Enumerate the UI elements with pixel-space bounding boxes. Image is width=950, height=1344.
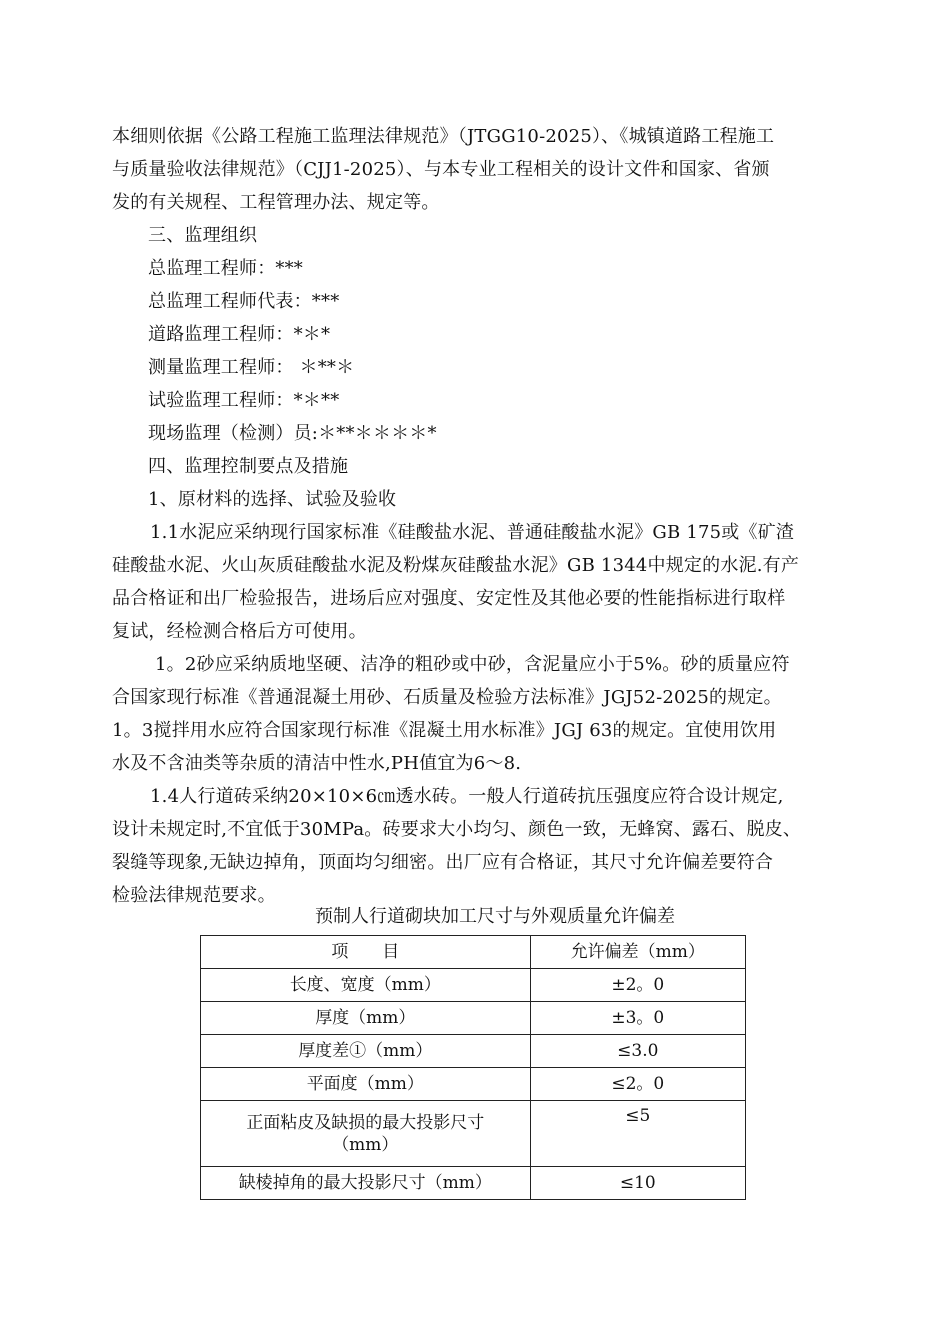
paragraph-basis-line-1: 本细则依据《公路工程施工监理法律规范》（JTGG10-2025）、《城镇道路工程施工 [112, 126, 775, 147]
table-cell-tolerance: ±2。0 [530, 969, 745, 1002]
paragraph-basis-line-2: 与质量验收法律规范》（CJJ1-2025）、与本专业工程相关的设计文件和国家、省颁 [112, 159, 770, 180]
paragraph-cement-line-2: 硅酸盐水泥、火山灰质硅酸盐水泥及粉煤灰硅酸盐水泥》GB 1344中规定的水泥.有产 [112, 555, 800, 576]
paragraph-sand-line-2: 合国家现行标准《普通混凝土用砂、石质量及检验方法标准》JGJ52-2025的规定。 [112, 687, 782, 708]
paragraph-brick-line-2: 设计未规定时,不宜低于30MPa。砖要求大小均匀、颜色一致，无蜂窝、露石、脱皮、 [112, 819, 802, 840]
table-cell-item: 平面度（mm） [201, 1068, 531, 1101]
table-cell-tolerance: ≤2。0 [530, 1068, 745, 1101]
staff-road-engineer: 道路监理工程师：*＊* [148, 324, 331, 345]
tolerance-table [200, 935, 746, 1200]
table-row [201, 1035, 746, 1068]
section-heading-organization: 三、监理组织 [148, 225, 258, 246]
paragraph-brick-line-1: 1.4人行道砖采纳20×10×6㎝透水砖。一般人行道砖抗压强度应符合设计规定, [150, 786, 784, 807]
table-header-tolerance: 允许偏差（mm） [530, 936, 745, 969]
table-row [201, 1101, 746, 1167]
staff-chief-engineer: 总监理工程师：*** [148, 258, 303, 279]
paragraph-brick-line-4: 检验法律规范要求。 [112, 885, 276, 906]
paragraph-cement-line-4: 复试，经检测合格后方可使用。 [112, 621, 367, 642]
staff-survey-engineer: 测量监理工程师： ＊**＊ [148, 357, 355, 378]
table-cell-item: 厚度差①（mm） [201, 1035, 531, 1068]
paragraph-water-line-1: 1。3搅拌用水应符合国家现行标准《混凝土用水标准》JGJ 63的规定。宜使用饮用 [112, 720, 777, 741]
table-cell-tolerance: ±3。0 [530, 1002, 745, 1035]
staff-site-inspector: 现场监理（检测）员:＊**＊＊＊＊* [148, 423, 437, 444]
paragraph-basis-line-3: 发的有关规程、工程管理办法、规定等。 [112, 192, 440, 213]
paragraph-cement-line-3: 品合格证和出厂检验报告，进场后应对强度、安定性及其他必要的性能指标进行取样 [112, 588, 786, 609]
table-cell-item: 长度、宽度（mm） [201, 969, 531, 1002]
table-cell-item: 正面粘皮及缺损的最大投影尺寸（mm） [201, 1101, 531, 1167]
table-cell-item: 缺棱掉角的最大投影尺寸（mm） [201, 1167, 531, 1200]
staff-test-engineer: 试验监理工程师：*＊** [148, 390, 340, 411]
paragraph-brick-line-3: 裂缝等现象,无缺边掉角，顶面均匀细密。出厂应有合格证，其尺寸允许偏差要符合 [112, 852, 774, 873]
table-row [201, 969, 746, 1002]
paragraph-cement-line-1: 1.1水泥应采纳现行国家标准《硅酸盐水泥、普通硅酸盐水泥》GB 175或《矿渣 [150, 522, 795, 543]
staff-chief-engineer-representative: 总监理工程师代表：*** [148, 291, 340, 312]
table-cell-tolerance: ≤3.0 [530, 1035, 745, 1068]
table-row [201, 1167, 746, 1200]
table-caption: 预制人行道砌块加工尺寸与外观质量允许偏差 [315, 906, 675, 927]
table-row [201, 1002, 746, 1035]
table-header-item: 项 目 [201, 936, 531, 969]
table-row [201, 1068, 746, 1101]
table-header-row [201, 936, 746, 969]
table-cell-tolerance: ≤5 [530, 1101, 745, 1167]
section-heading-control-points: 四、监理控制要点及措施 [148, 456, 349, 477]
table-cell-item: 厚度（mm） [201, 1002, 531, 1035]
subsection-heading-materials: 1、原材料的选择、试验及验收 [148, 489, 397, 510]
paragraph-water-line-2: 水及不含油类等杂质的清洁中性水,PH值宜为6～8. [112, 753, 522, 774]
paragraph-sand-line-1: 1。2砂应采纳质地坚硬、洁净的粗砂或中砂，含泥量应小于5%。砂的质量应符 [155, 654, 790, 675]
table-cell-tolerance: ≤10 [530, 1167, 745, 1200]
